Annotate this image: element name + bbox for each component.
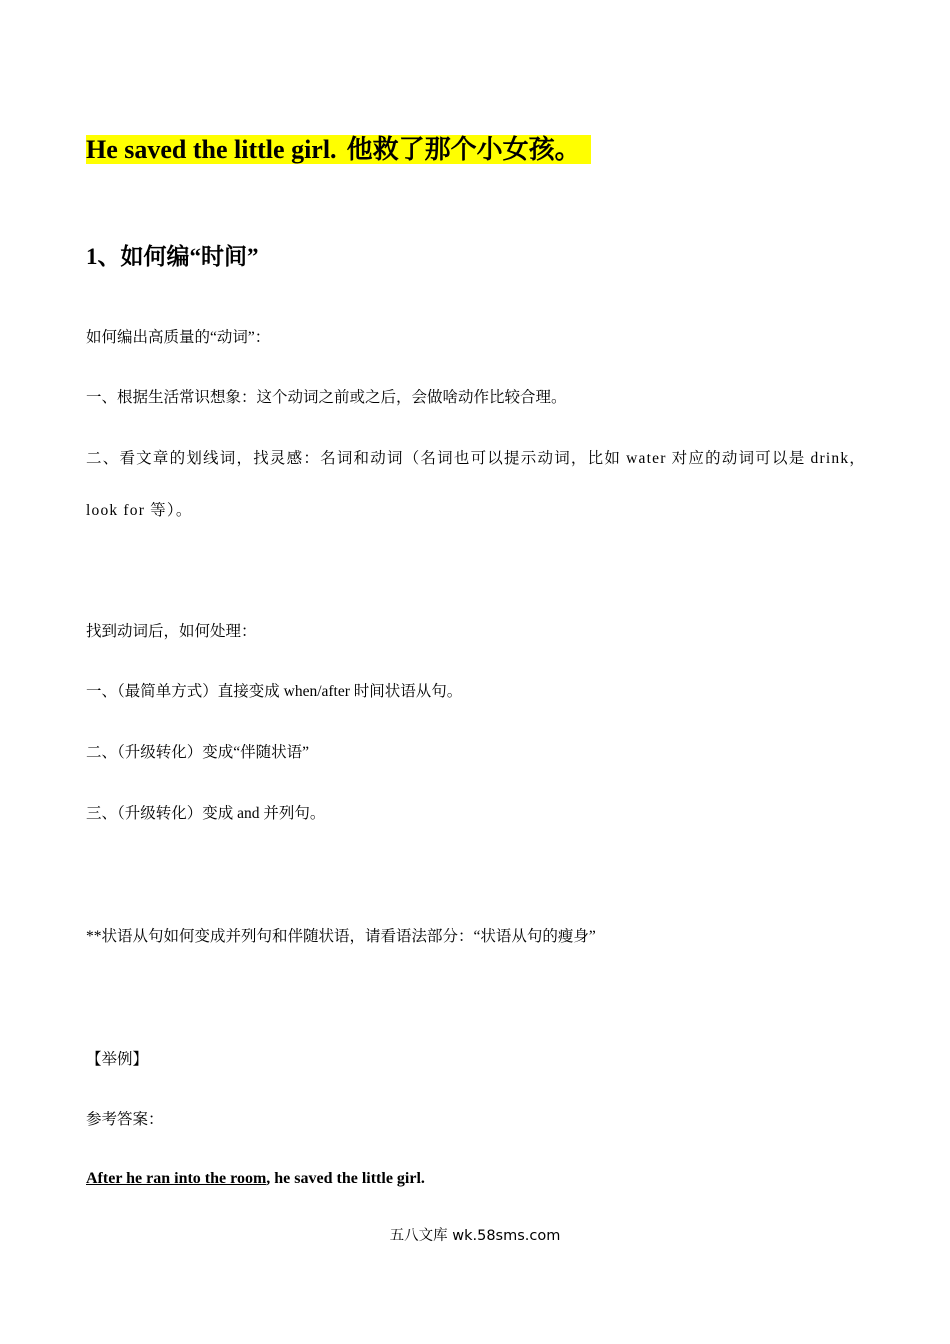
reference-answer	[86, 1168, 425, 1190]
title-chinese: 他救了那个小女孩。	[347, 135, 591, 164]
example-label: 【举例】	[86, 1051, 149, 1068]
paragraph-after-found: 找到动词后，如何处理：	[86, 623, 257, 640]
paragraph-step-2: 二、看文章的划线词，找灵感：名词和动词（名词也可以提示动词，比如 water 对应的动词可以是 drink，look for 等）。	[86, 450, 866, 519]
section-heading: 1、如何编“时间”	[86, 244, 259, 269]
paragraph-step-1: 一、根据生活常识想象：这个动词之前或之后，会做啥动作比较合理。	[86, 389, 567, 406]
answer-main-clause: , he saved the little girl.	[266, 1170, 425, 1187]
reference-answer-label: 参考答案：	[86, 1111, 164, 1128]
paragraph-intro: 如何编出高质量的“动词”：	[86, 329, 271, 346]
page-title	[86, 132, 591, 168]
title-english: He saved the little girl.	[86, 135, 347, 164]
paragraph-method-2: 二、（升级转化）变成“伴随状语”	[86, 744, 310, 761]
paragraph-method-1: 一、（最简单方式）直接变成 when/after 时间状语从句。	[86, 683, 463, 700]
paragraph-note: **状语从句如何变成并列句和伴随状语，请看语法部分：“状语从句的瘦身”	[86, 928, 596, 945]
page-footer: 五八文库 wk.58sms.com	[389, 1228, 561, 1244]
paragraph-method-3: 三、（升级转化）变成 and 并列句。	[86, 805, 326, 822]
answer-underlined-clause: After he ran into the room	[86, 1170, 267, 1187]
